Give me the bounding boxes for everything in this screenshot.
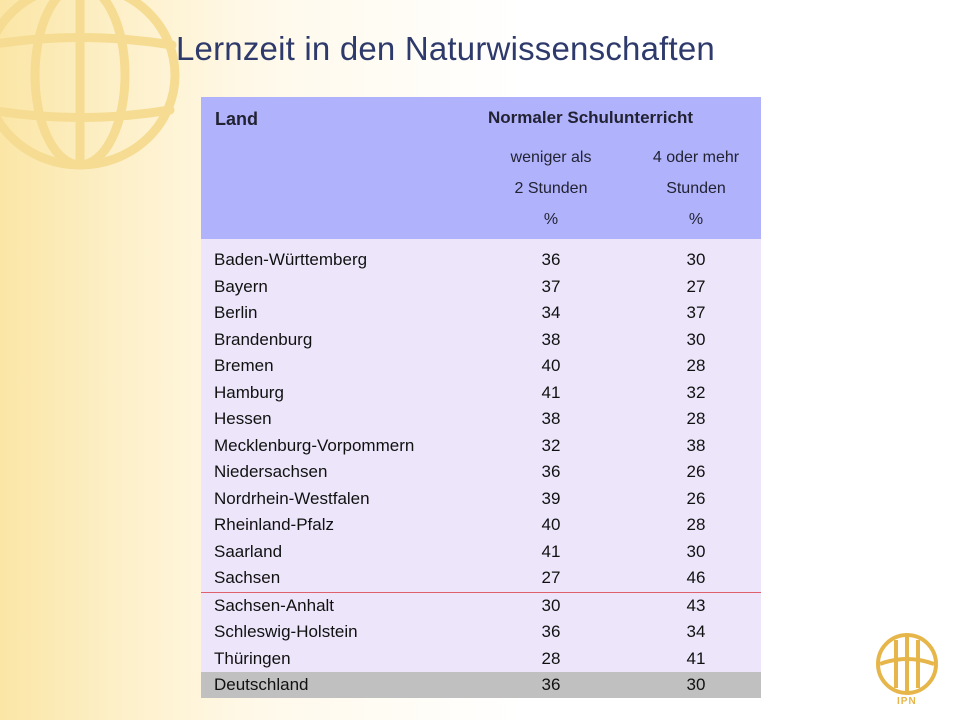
row-value-4-or-more: 26 <box>686 488 706 508</box>
row-value-less-than-2h: 40 <box>541 356 561 375</box>
row-land: Saarland <box>214 541 283 561</box>
table-row <box>201 353 761 380</box>
table-header <box>201 97 761 239</box>
row-land: Schleswig-Holstein <box>214 622 358 641</box>
header-group: Normaler Schulunterricht <box>488 108 693 127</box>
header-col2-unit: % <box>688 211 704 228</box>
row-value-less-than-2h: 28 <box>541 648 561 668</box>
row-value-less-than-2h: 36 <box>541 462 561 481</box>
row-value-4-or-more: 37 <box>686 303 706 322</box>
row-land: Rheinland-Pfalz <box>214 515 335 534</box>
total-value-4-or-more: 30 <box>686 675 706 694</box>
row-land: Thüringen <box>214 648 291 668</box>
row-value-less-than-2h: 34 <box>541 303 561 322</box>
table-row <box>201 539 761 566</box>
row-value-less-than-2h: 38 <box>541 329 561 349</box>
row-value-less-than-2h: 32 <box>541 435 561 455</box>
row-value-less-than-2h: 30 <box>541 595 561 615</box>
header-col-4-or-more <box>626 142 766 235</box>
header-col1-unit: % <box>543 211 559 228</box>
table-row <box>201 486 761 513</box>
row-value-4-or-more: 28 <box>686 515 706 534</box>
table-row <box>201 300 761 327</box>
table-total-row <box>201 672 761 698</box>
row-value-less-than-2h: 41 <box>541 382 561 402</box>
header-col2-line1: 4 oder mehr <box>652 149 740 166</box>
table-row <box>201 247 761 274</box>
row-land: Sachsen-Anhalt <box>214 595 335 615</box>
row-value-4-or-more: 28 <box>686 356 706 375</box>
table-row <box>201 619 761 646</box>
header-land: Land <box>215 109 258 129</box>
row-land: Sachsen <box>214 568 281 587</box>
row-value-less-than-2h: 38 <box>541 409 561 428</box>
header-col-less-than-2h <box>481 142 621 235</box>
table-row <box>201 406 761 433</box>
header-col1-line2: 2 Stunden <box>514 180 588 197</box>
row-land: Berlin <box>214 303 258 322</box>
row-value-4-or-more: 43 <box>686 595 706 615</box>
total-value-less-than-2h: 36 <box>541 675 561 694</box>
table-row <box>201 433 761 460</box>
row-value-less-than-2h: 36 <box>541 622 561 641</box>
row-land: Niedersachsen <box>214 462 328 481</box>
row-land: Bayern <box>214 276 268 296</box>
slide-title: Lernzeit in den Naturwissenschaften <box>176 30 715 67</box>
table-row <box>201 274 761 301</box>
row-land: Mecklenburg-Vorpommern <box>214 435 415 455</box>
table-row <box>201 459 761 486</box>
header-col1-line1: weniger als <box>510 149 592 166</box>
table-row <box>201 380 761 407</box>
row-land: Bremen <box>214 356 274 375</box>
table-body <box>201 239 761 698</box>
table-row <box>201 592 761 620</box>
row-value-4-or-more: 32 <box>686 382 706 402</box>
row-value-less-than-2h: 41 <box>541 541 561 561</box>
row-value-4-or-more: 27 <box>686 276 706 296</box>
table-row <box>201 646 761 673</box>
data-table <box>201 97 761 698</box>
header-col2-line2: Stunden <box>666 180 726 197</box>
row-value-4-or-more: 26 <box>686 462 706 481</box>
row-value-less-than-2h: 39 <box>541 488 561 508</box>
table-row <box>201 565 761 592</box>
row-land: Hamburg <box>214 382 284 402</box>
row-value-4-or-more: 30 <box>686 541 706 561</box>
row-value-4-or-more: 38 <box>686 435 706 455</box>
row-land: Brandenburg <box>214 329 313 349</box>
logo-label: IPN <box>897 696 917 707</box>
row-value-less-than-2h: 36 <box>541 250 561 269</box>
row-value-4-or-more: 34 <box>686 622 706 641</box>
row-land: Baden-Württemberg <box>214 250 368 269</box>
row-value-4-or-more: 28 <box>686 409 706 428</box>
row-value-4-or-more: 30 <box>686 250 706 269</box>
total-land: Deutschland <box>214 675 309 694</box>
row-value-less-than-2h: 40 <box>541 515 561 534</box>
row-value-less-than-2h: 27 <box>541 568 561 587</box>
row-value-4-or-more: 46 <box>686 568 706 587</box>
row-land: Nordrhein-Westfalen <box>214 488 370 508</box>
row-value-4-or-more: 41 <box>686 648 706 668</box>
table-row <box>201 512 761 539</box>
row-value-less-than-2h: 37 <box>541 276 561 296</box>
table-row <box>201 327 761 354</box>
row-value-4-or-more: 30 <box>686 329 706 349</box>
row-land: Hessen <box>214 409 272 428</box>
globe-decoration-icon <box>0 0 200 190</box>
